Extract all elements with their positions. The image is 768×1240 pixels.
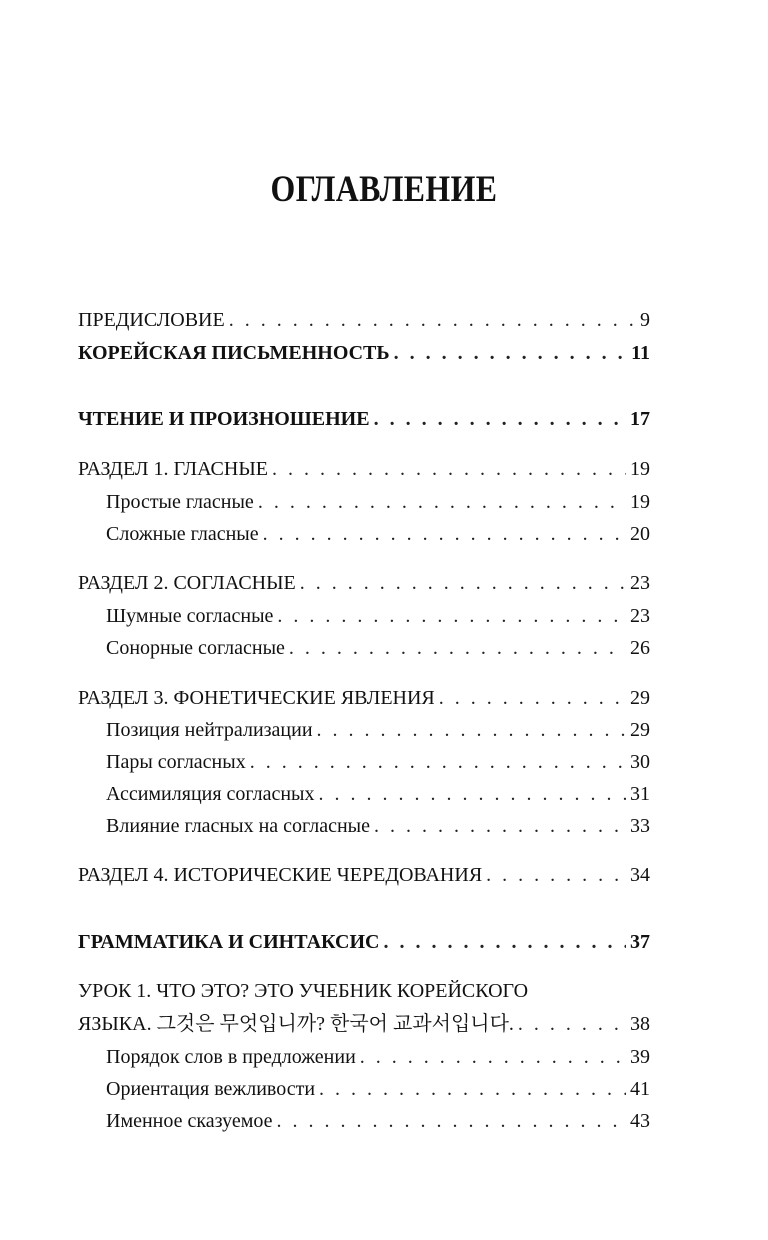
toc-entry-title: ЯЗЫКА. 그것은 무엇입니까? 한국어 교과서입니다. <box>78 1013 514 1035</box>
dot-leader <box>394 340 627 366</box>
toc-subentry[interactable] <box>106 717 650 743</box>
dot-leader <box>319 1076 626 1102</box>
toc-subentry[interactable] <box>106 781 650 807</box>
toc-entry-page: 9 <box>640 309 650 331</box>
dot-leader <box>439 685 626 711</box>
dot-leader <box>319 781 627 807</box>
toc-entry-title: Пары согласных <box>106 751 246 773</box>
toc-subentry[interactable] <box>106 489 650 515</box>
dot-leader <box>374 813 626 839</box>
toc-entry-title: РАЗДЕЛ 2. СОГЛАСНЫЕ <box>78 572 296 594</box>
dot-leader <box>277 603 626 629</box>
toc-entry-page: 19 <box>630 491 650 513</box>
toc-entry-page: 39 <box>630 1046 650 1068</box>
toc-entry-section-4[interactable] <box>78 862 650 888</box>
toc-entry-section-1[interactable] <box>78 456 650 482</box>
toc-entry-title: Простые гласные <box>106 491 254 513</box>
toc-subentry[interactable] <box>106 635 650 661</box>
toc-entry-reading[interactable] <box>78 406 650 432</box>
toc-entry-page: 41 <box>630 1078 650 1100</box>
toc-entry-page: 43 <box>630 1110 650 1132</box>
toc-entry-page: 20 <box>630 523 650 545</box>
toc-subentry[interactable] <box>106 813 650 839</box>
toc-entry-grammar[interactable] <box>78 929 650 955</box>
toc-subentry[interactable] <box>106 1044 650 1070</box>
toc-subentry[interactable] <box>106 521 650 547</box>
dot-leader <box>317 717 626 743</box>
dot-leader <box>486 862 626 888</box>
toc-entry-title: Шумные согласные <box>106 605 274 627</box>
toc-entry-title: РАЗДЕЛ 3. ФОНЕТИЧЕСКИЕ ЯВЛЕНИЯ <box>78 687 435 709</box>
toc-entry-title: РАЗДЕЛ 4. ИСТОРИЧЕСКИЕ ЧЕРЕДОВАНИЯ <box>78 864 483 886</box>
dot-leader <box>229 307 636 333</box>
dot-leader <box>250 749 626 775</box>
dot-leader <box>374 406 626 432</box>
dot-leader <box>300 570 626 596</box>
toc-subentry[interactable] <box>106 1076 650 1102</box>
toc-entry-title: Позиция нейтрализации <box>106 719 313 741</box>
toc-entry-page: 23 <box>630 605 650 627</box>
toc-entry-lesson-1[interactable] <box>78 1011 650 1037</box>
toc-entry-page: 11 <box>631 342 650 364</box>
toc-entry-page: 23 <box>630 572 650 594</box>
dot-leader <box>360 1044 626 1070</box>
toc-entry-page: 31 <box>630 783 650 805</box>
toc-entry-title: Сложные гласные <box>106 523 259 545</box>
toc-entry-title: Порядок слов в предложении <box>106 1046 356 1068</box>
toc-entry-page: 38 <box>630 1013 650 1035</box>
toc-entry-korean-writing[interactable] <box>78 340 650 366</box>
toc-entry-page: 30 <box>630 751 650 773</box>
toc-entry-page: 37 <box>630 931 650 953</box>
toc-entry-page: 29 <box>630 687 650 709</box>
toc-entry-title: Именное сказуемое <box>106 1110 273 1132</box>
dot-leader <box>258 489 626 515</box>
toc-entry-title: ПРЕДИСЛОВИЕ <box>78 309 225 331</box>
toc-entry-page: 34 <box>630 864 650 886</box>
toc-entry-title: КОРЕЙСКАЯ ПИСЬМЕННОСТЬ <box>78 342 390 364</box>
dot-leader <box>383 929 626 955</box>
toc-entry-title: ГРАММАТИКА И СИНТАКСИС <box>78 931 380 953</box>
dot-leader <box>518 1011 626 1037</box>
toc-entry-title: ЧТЕНИЕ И ПРОИЗНОШЕНИЕ <box>78 408 370 430</box>
toc-entry-title: Влияние гласных на согласные <box>106 815 370 837</box>
toc-entry-title: Ассимиляция согласных <box>106 783 315 805</box>
toc-entry-title: Ориентация вежливости <box>106 1078 316 1100</box>
toc-entry-preface[interactable] <box>78 307 650 333</box>
toc-entry-page: 19 <box>630 458 650 480</box>
toc-subentry[interactable] <box>106 749 650 775</box>
toc-entry-title: Сонорные согласные <box>106 637 285 659</box>
toc-entry-title: РАЗДЕЛ 1. ГЛАСНЫЕ <box>78 458 268 480</box>
dot-leader <box>263 521 626 547</box>
toc-entry-page: 33 <box>630 815 650 837</box>
toc-subentry[interactable] <box>106 603 650 629</box>
toc-entry-lesson-1-line1[interactable]: УРОК 1. ЧТО ЭТО? ЭТО УЧЕБНИК КОРЕЙСКОГО <box>78 980 529 1002</box>
dot-leader <box>272 456 626 482</box>
toc-entry-page: 17 <box>630 408 650 430</box>
toc-entry-section-3[interactable] <box>78 685 650 711</box>
toc-entry-page: 29 <box>630 719 650 741</box>
page-title: ОГЛАВЛЕНИЕ <box>270 169 498 210</box>
toc-entry-section-2[interactable] <box>78 570 650 596</box>
toc-entry-page: 26 <box>630 637 650 659</box>
dot-leader <box>289 635 626 661</box>
dot-leader <box>277 1108 626 1134</box>
toc-subentry[interactable] <box>106 1108 650 1134</box>
